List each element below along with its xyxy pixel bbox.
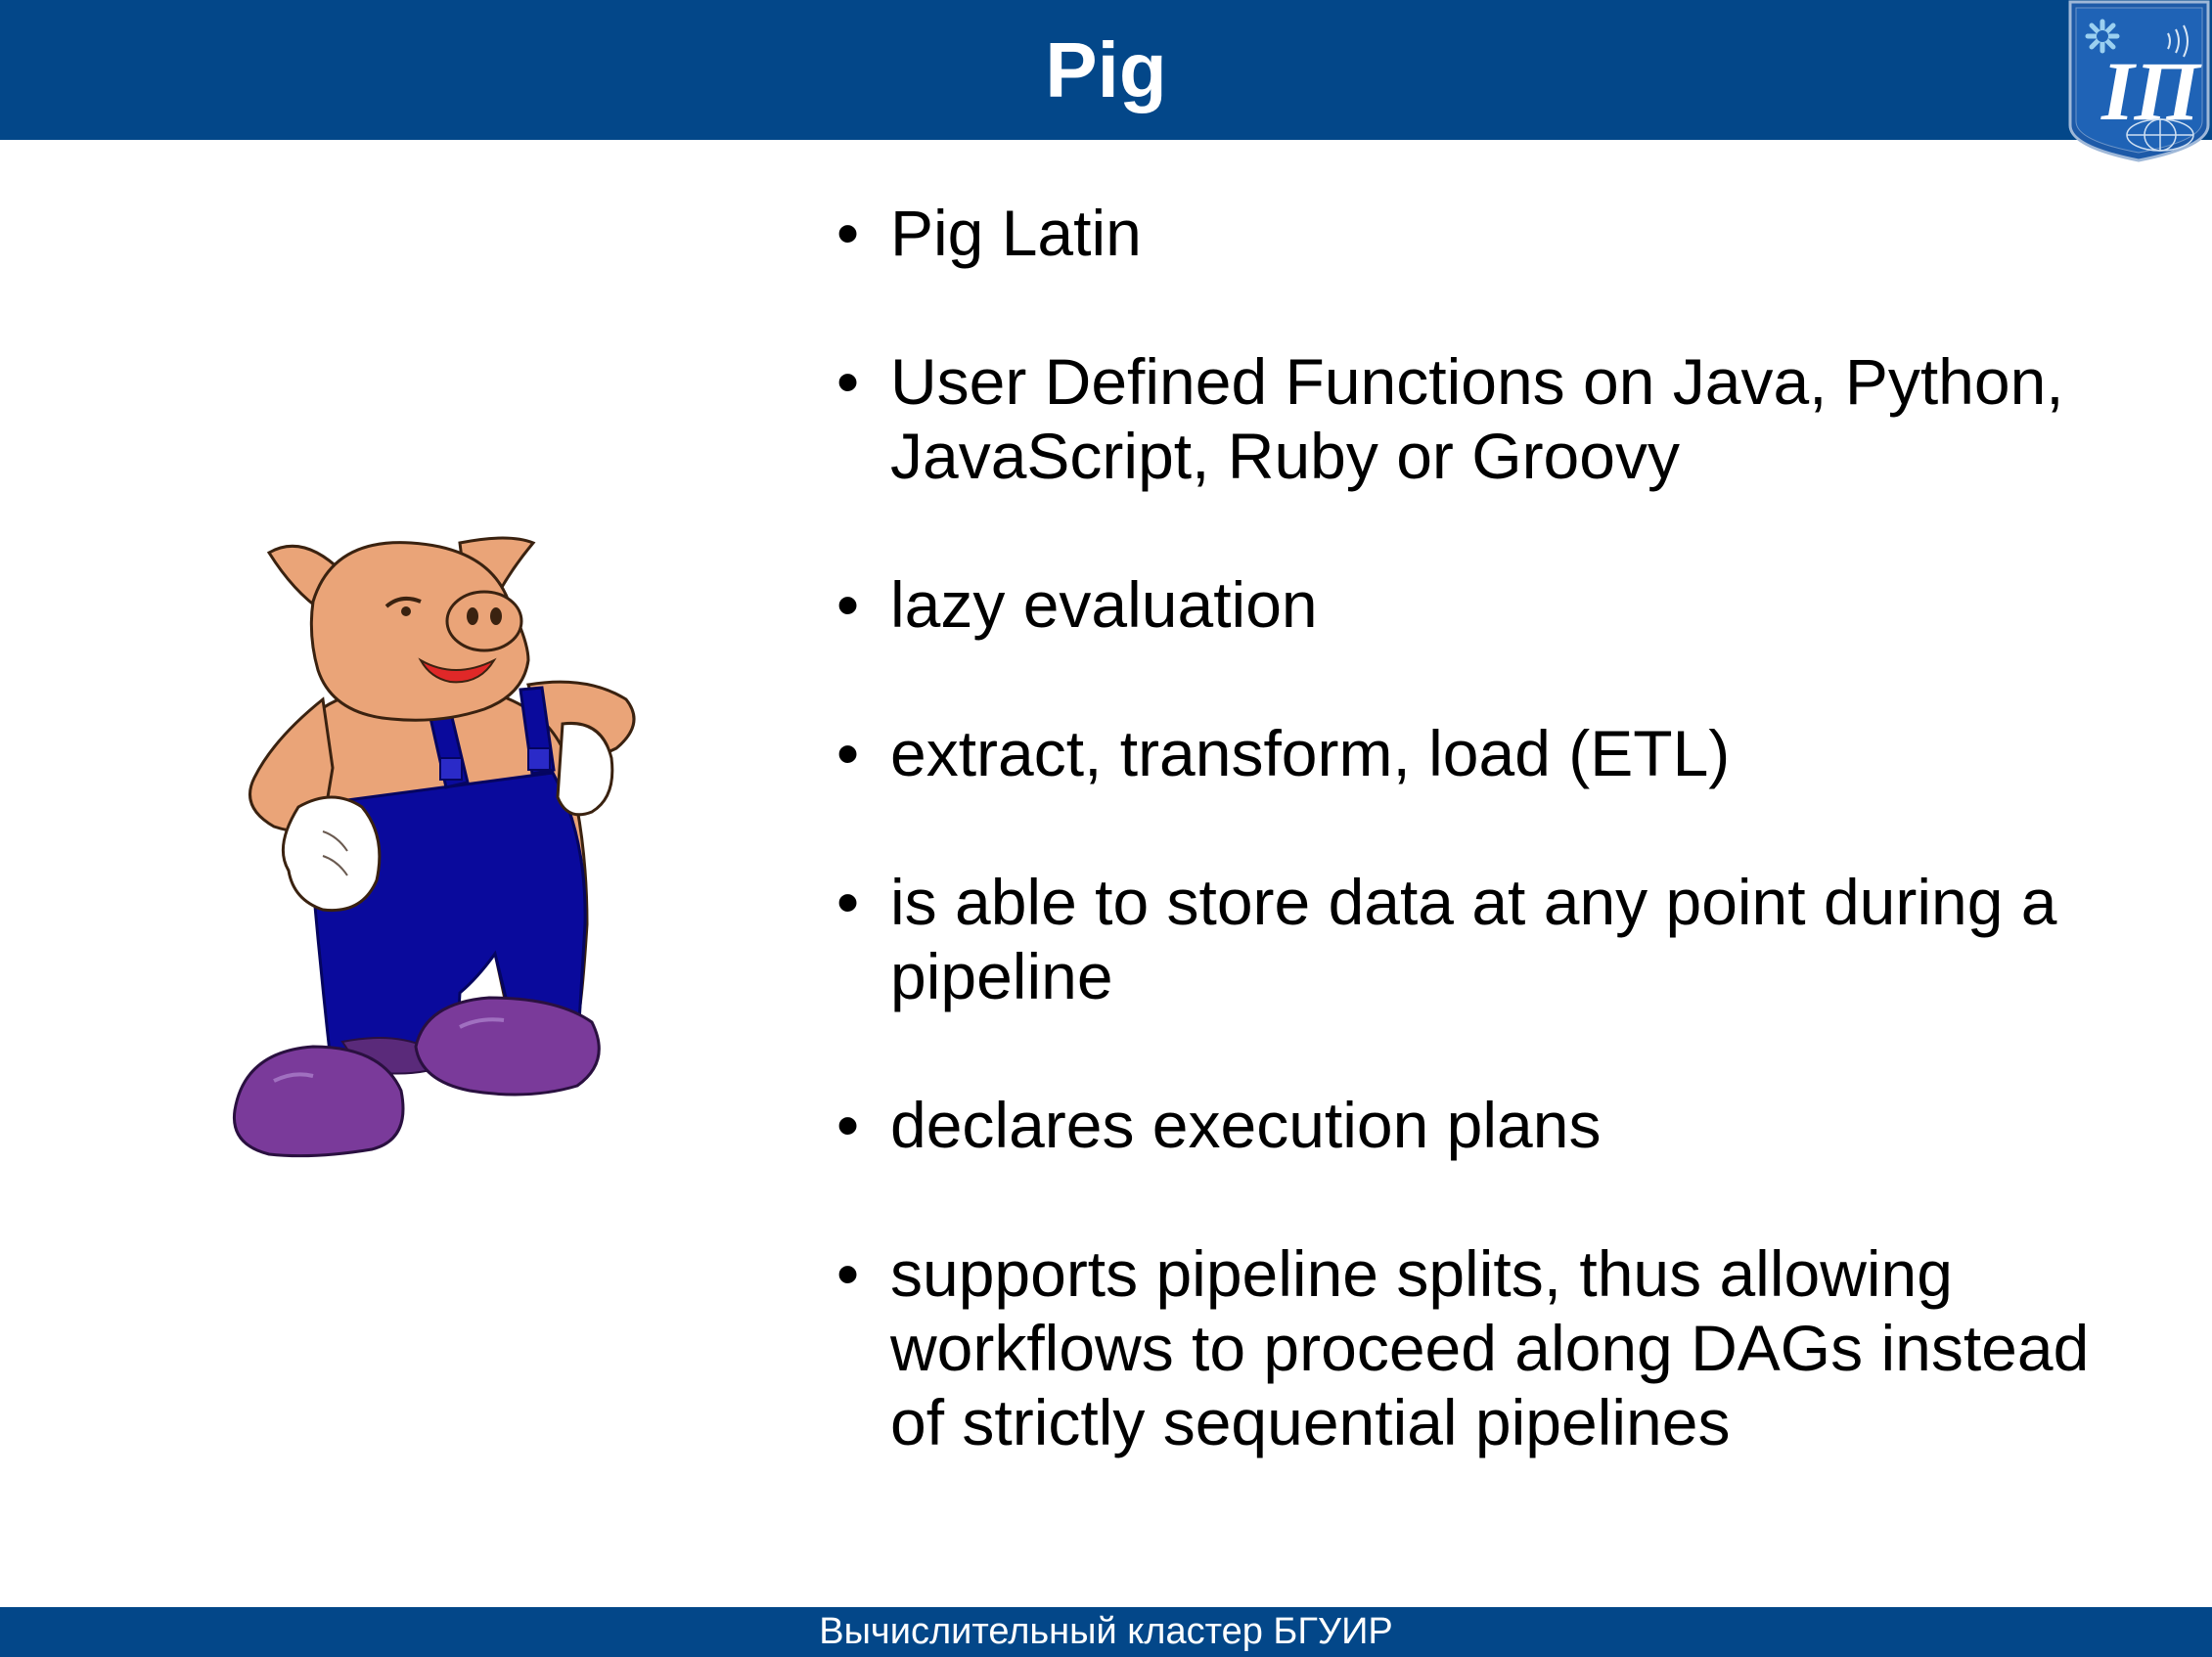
list-item <box>836 1088 2138 1162</box>
bullet-text: extract, transform, load (ETL) <box>890 717 1731 789</box>
bullet-text: is able to store data at any point during a pipeline <box>890 866 2057 1012</box>
list-item <box>836 1236 2138 1459</box>
bullet-glyph: • <box>836 866 860 938</box>
list-item <box>836 196 2138 270</box>
list-item <box>836 567 2138 642</box>
footer-bar: Вычислительный кластер БГУИР <box>0 1607 2212 1657</box>
bullet-text: lazy evaluation <box>890 568 1318 641</box>
svg-text:ІП: ІП <box>2101 44 2200 138</box>
bullet-glyph: • <box>836 717 860 789</box>
bullet-text: Pig Latin <box>890 197 1142 269</box>
bullet-glyph: • <box>836 568 860 641</box>
slide-title: Pig <box>1045 26 1167 113</box>
bullet-glyph: • <box>836 1089 860 1161</box>
bullet-glyph: • <box>836 1237 860 1310</box>
bullet-text: declares execution plans <box>890 1089 1602 1161</box>
bsuir-emblem-icon <box>2066 0 2212 162</box>
bullet-glyph: • <box>836 197 860 269</box>
list-item <box>836 716 2138 790</box>
bullet-text: User Defined Functions on Java, Python, JavaScript, Ruby or Groovy <box>890 345 2064 492</box>
pig-mascot-illustration <box>215 514 655 1208</box>
bullet-glyph: • <box>836 345 860 418</box>
list-item <box>836 865 2138 1013</box>
bullet-text: supports pipeline splits, thus allowing workflows to proceed along DAGs instead of strictly sequential pipelines <box>890 1237 2090 1458</box>
list-item <box>836 344 2138 493</box>
